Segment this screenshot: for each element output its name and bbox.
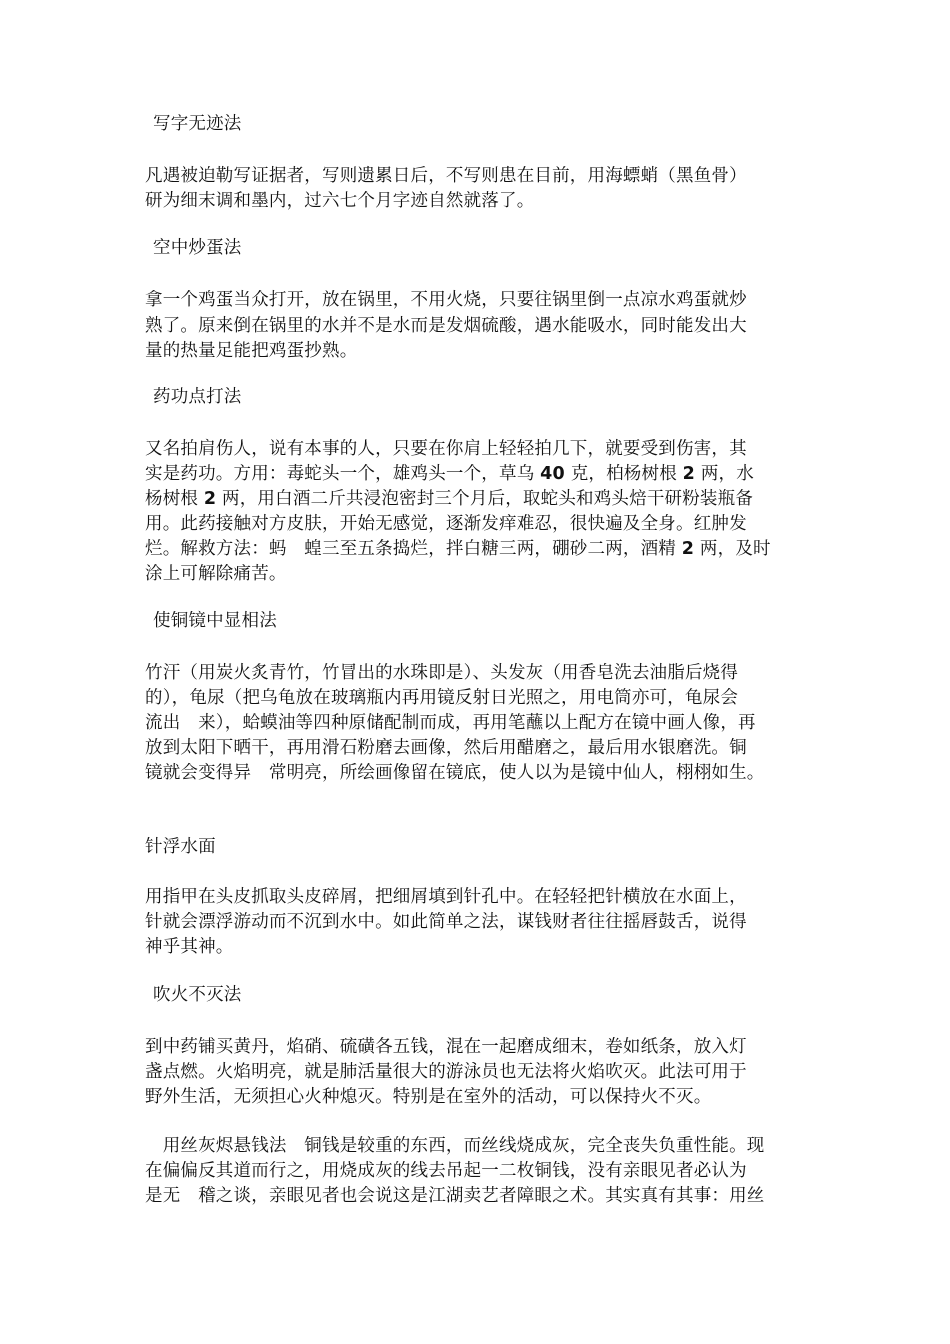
paragraph-line: 又名拍肩伤人，说有本事的人，只要在你肩上轻轻拍几下，就要受到伤害，其 xyxy=(145,439,747,459)
paragraph-line: 野外生活，无须担心火种熄灭。特别是在室外的活动，可以保持火不灭。 xyxy=(145,1087,712,1107)
paragraph-line: 熟了。原来倒在锅里的水并不是水而是发烟硫酸，遇水能吸水，同时能发出大 xyxy=(145,316,747,336)
text-run: 实是药功。方用：毒蛇头一个，雄鸡头一个，草乌 xyxy=(145,464,535,484)
text-run: 两，及时 xyxy=(699,539,771,559)
text-run: 两，用白酒二斤共浸泡密封三个月后，取蛇头和鸡头焙干研粉装瓶备 xyxy=(222,489,754,509)
paragraph-line: 针就会漂浮游动而不沉到水中。如此简单之法，谋钱财者往往摇唇鼓舌，说得 xyxy=(145,912,747,932)
paragraph-line: 拿一个鸡蛋当众打开，放在锅里，不用火烧，只要往锅里倒一点凉水鸡蛋就炒 xyxy=(145,290,747,310)
text-run: 烂。解救方法：蚂 蝗三至五条捣烂，拌白糖三两，硼砂二两，酒精 xyxy=(145,539,676,559)
paragraph-line: 用丝灰烬悬钱法 铜钱是较重的东西，而丝线烧成灰，完全丧失负重性能。现 xyxy=(145,1136,765,1156)
text-run: 两，水 xyxy=(700,464,754,484)
section-heading-air-fried-egg: 空中炒蛋法 xyxy=(153,238,242,258)
paragraph-line: 镜就会变得异 常明亮，所绘画像留在镜底，使人以为是镜中仙人，栩栩如生。 xyxy=(145,763,765,783)
section-heading-medicine-strike: 药功点打法 xyxy=(153,387,242,407)
paragraph-line: 凡遇被迫勒写证据者，写则遗累日后，不写则患在目前，用海螵蛸（黑鱼骨） xyxy=(145,166,747,186)
paragraph-line: 的），龟尿（把乌龟放在玻璃瓶内再用镜反射日光照之，用电筒亦可，龟尿会 xyxy=(145,688,739,708)
number: 2 xyxy=(681,539,695,559)
paragraph-line: 放到太阳下晒干，再用滑石粉磨去画像，然后用醋磨之，最后用水银磨洗。铜 xyxy=(145,738,747,758)
paragraph-line: 是无 稽之谈，亲眼见者也会说这是江湖卖艺者障眼之术。其实真有其事：用丝 xyxy=(145,1186,765,1206)
paragraph-line xyxy=(145,462,754,486)
number: 2 xyxy=(682,464,696,484)
paragraph-line: 盏点燃。火焰明亮，就是肺活量很大的游泳员也无法将火焰吹灭。此法可用于 xyxy=(145,1062,747,1082)
paragraph-line: 竹汗（用炭火炙青竹，竹冒出的水珠即是）、头发灰（用香皂洗去油脂后烧得 xyxy=(145,663,739,683)
section-heading-floating-needle: 针浮水面 xyxy=(145,837,216,857)
paragraph-line: 到中药铺买黄丹，焰硝、硫磺各五钱，混在一起磨成细末，卷如纸条，放入灯 xyxy=(145,1037,747,1057)
section-heading-bronze-mirror: 使铜镜中显相法 xyxy=(153,611,277,631)
text-run: 克，柏杨树根 xyxy=(570,464,677,484)
paragraph-line: 量的热量足能把鸡蛋抄熟。 xyxy=(145,341,358,361)
paragraph-line: 流出 来），蛤蟆油等四种原储配制而成，再用笔蘸以上配方在镜中画人像，再 xyxy=(145,713,756,733)
number: 2 xyxy=(203,489,217,509)
paragraph-line: 用指甲在头皮抓取头皮碎屑，把细屑填到针孔中。在轻轻把针横放在水面上， xyxy=(145,887,747,907)
section-heading-write-no-trace: 写字无迹法 xyxy=(153,114,242,134)
paragraph-line: 在偏偏反其道而行之，用烧成灰的线去吊起一二枚铜钱，没有亲眼见者必认为 xyxy=(145,1161,747,1181)
number: 40 xyxy=(540,464,565,484)
paragraph-line: 研为细末调和墨内，过六七个月字迹自然就落了。 xyxy=(145,191,535,211)
paragraph-line: 神乎其神。 xyxy=(145,937,234,957)
text-run: 杨树根 xyxy=(145,489,199,509)
section-heading-unblowable-flame: 吹火不灭法 xyxy=(153,985,242,1005)
paragraph-line: 用。此药接触对方皮肤，开始无感觉，逐渐发痒难忍，很快遍及全身。红肿发 xyxy=(145,514,747,534)
paragraph-line: 涂上可解除痛苦。 xyxy=(145,564,287,584)
paragraph-line xyxy=(145,487,753,511)
paragraph-line xyxy=(145,537,771,561)
